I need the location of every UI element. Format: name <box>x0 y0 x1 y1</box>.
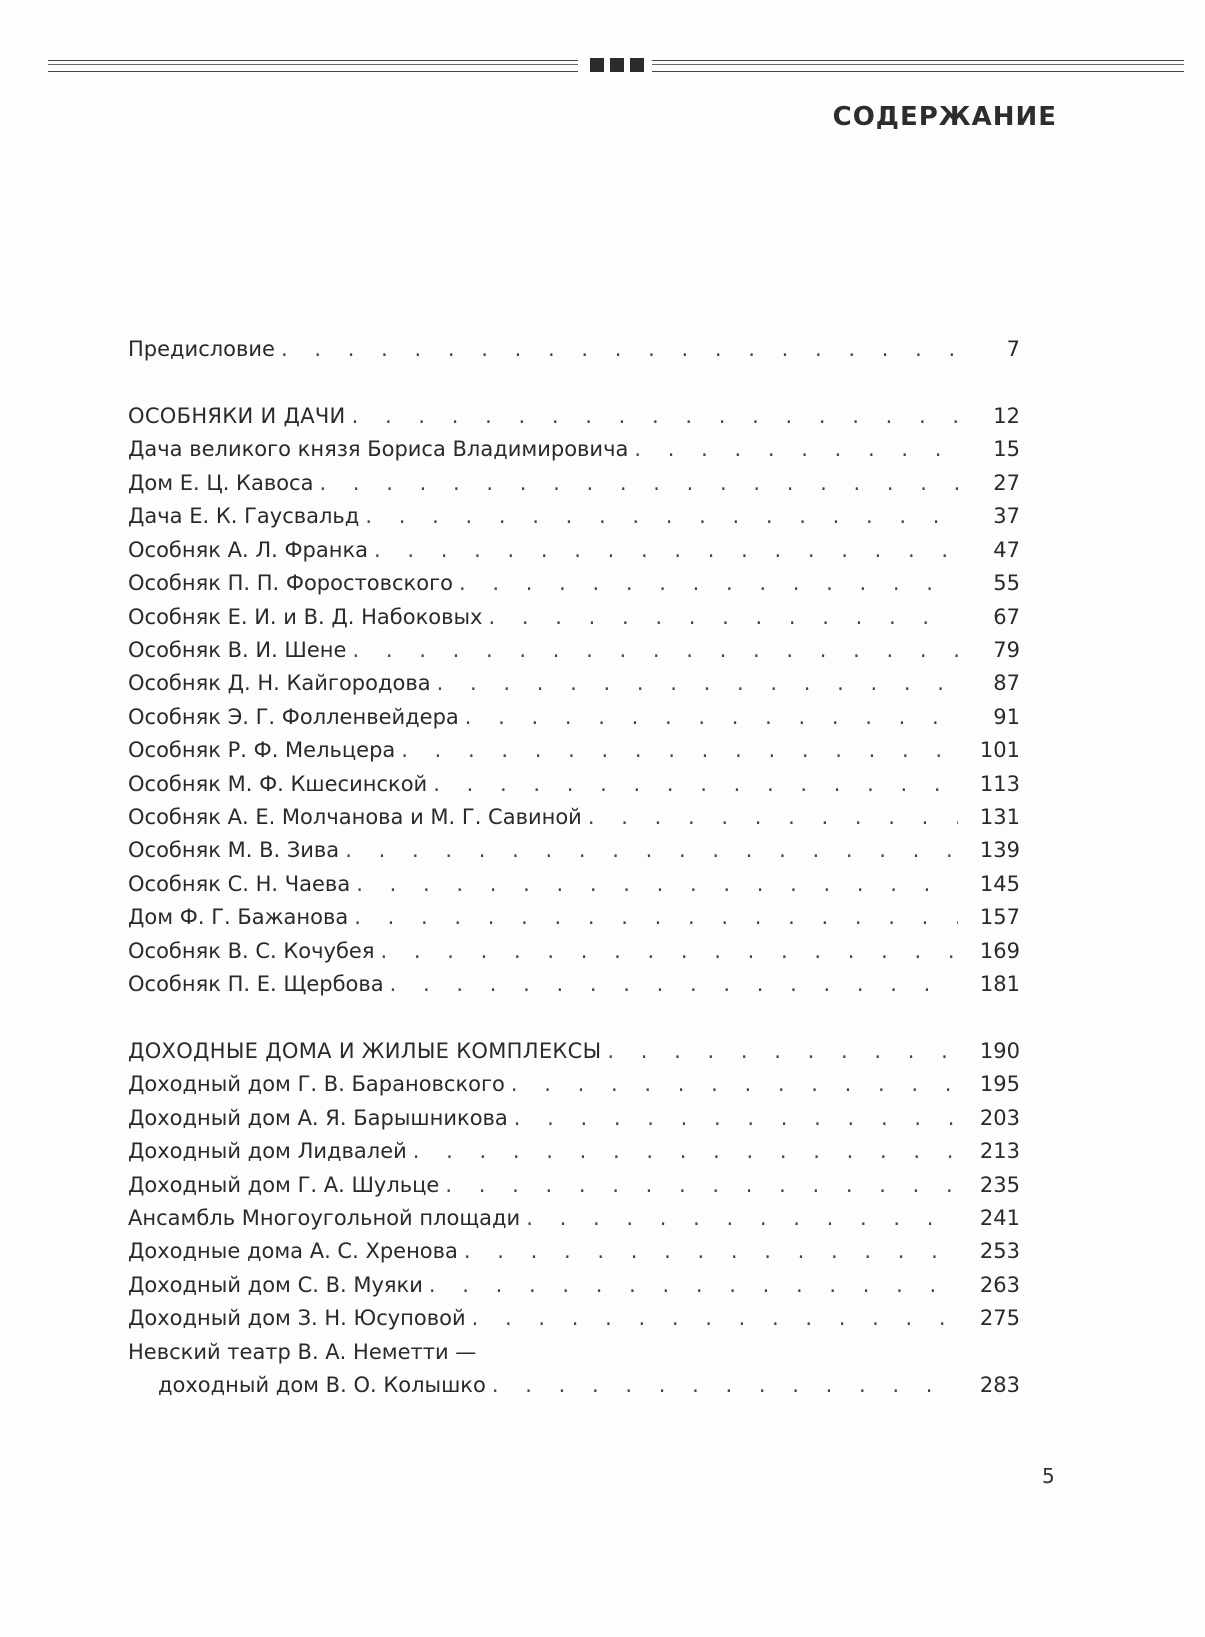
toc-entry-page: 181 <box>979 972 1020 996</box>
toc-entry <box>128 1234 1020 1268</box>
toc-entry-page: 15 <box>993 437 1020 461</box>
toc-entry-label: Ансамбль Многоугольной площади <box>128 1206 521 1230</box>
dot-leader <box>511 1067 958 1101</box>
toc-entry-label: Доходный дом Лидвалей <box>128 1139 407 1163</box>
header-rule-left <box>48 60 578 72</box>
dot-leader <box>489 600 959 634</box>
toc-entry-page: 145 <box>979 872 1020 896</box>
toc-entry-page: 37 <box>993 504 1020 528</box>
toc-entry-page: 253 <box>979 1239 1020 1263</box>
header-rule-right <box>652 60 1184 72</box>
toc-entry <box>128 1268 1020 1302</box>
toc-entry <box>128 967 1020 1001</box>
toc-entry-label: Особняк Р. Ф. Мельцера <box>128 738 396 762</box>
toc-entry-line1: Невский театр В. А. Неметти — <box>128 1340 477 1364</box>
toc-entry <box>128 1368 1020 1402</box>
toc-entry-page: 241 <box>979 1206 1020 1230</box>
toc-entry <box>128 566 1020 600</box>
page-title: СОДЕРЖАНИЕ <box>832 102 1057 132</box>
dot-leader <box>437 666 958 700</box>
toc-entry-label: Дом Ф. Г. Бажанова <box>128 905 349 929</box>
dot-leader <box>354 900 958 934</box>
toc-entry <box>128 533 1020 567</box>
toc-entry-page: 203 <box>979 1106 1020 1130</box>
toc-entry-label: Предисловие <box>128 337 275 361</box>
toc-entry-label: Доходные дома А. С. Хренова <box>128 1239 458 1263</box>
dot-leader <box>459 566 958 600</box>
dot-leader <box>352 399 958 433</box>
square-icon <box>630 58 644 72</box>
toc-entry-label: Доходный дом А. Я. Барышникова <box>128 1106 508 1130</box>
toc-entry-page: 79 <box>993 638 1020 662</box>
toc-entry <box>128 466 1020 500</box>
dot-leader <box>319 466 958 500</box>
toc-entry <box>128 499 1020 533</box>
toc-section-label: ДОХОДНЫЕ ДОМА И ЖИЛЫЕ КОМПЛЕКСЫ <box>128 1039 602 1063</box>
toc-entry-label: Особняк В. С. Кочубея <box>128 939 375 963</box>
toc-entry-page: 27 <box>993 471 1020 495</box>
page-number: 5 <box>1042 1464 1055 1488</box>
dot-leader <box>492 1368 958 1402</box>
toc-entry-label: Особняк М. В. Зива <box>128 838 340 862</box>
toc-entry <box>128 1134 1020 1168</box>
toc-entry-page: 263 <box>979 1273 1020 1297</box>
toc-entry-page: 235 <box>979 1173 1020 1197</box>
toc-entry <box>128 1101 1020 1135</box>
toc-entry-page: 101 <box>979 738 1020 762</box>
toc-entry-page: 55 <box>993 571 1020 595</box>
square-icon <box>610 58 624 72</box>
toc-entry-page: 275 <box>979 1306 1020 1330</box>
toc-entry-label: Особняк С. Н. Чаева <box>128 872 351 896</box>
toc-entry <box>128 1067 1020 1101</box>
dot-leader <box>514 1101 958 1135</box>
toc-entry-page: 157 <box>979 905 1020 929</box>
toc-entry-label: Доходный дом Г. А. Шульце <box>128 1173 440 1197</box>
toc-section-page: 190 <box>979 1039 1020 1063</box>
toc-entry-label: Особняк В. И. Шене <box>128 638 347 662</box>
toc-entry <box>128 1201 1020 1235</box>
dot-leader <box>433 767 958 801</box>
dot-leader <box>365 499 958 533</box>
toc-entry-page: 67 <box>993 605 1020 629</box>
dot-leader <box>588 800 958 834</box>
toc-entry-label: Особняк А. Л. Франка <box>128 538 369 562</box>
toc-entry <box>128 867 1020 901</box>
toc-entry-page: 283 <box>979 1373 1020 1397</box>
dot-leader <box>634 432 958 466</box>
toc-entry <box>128 600 1020 634</box>
dot-leader <box>465 700 958 734</box>
toc-entry-label: Дача великого князя Бориса Владимировича <box>128 437 629 461</box>
dot-leader <box>526 1201 958 1235</box>
toc-entry <box>128 767 1020 801</box>
toc-entry <box>128 800 1020 834</box>
toc-entry-page: 169 <box>979 939 1020 963</box>
toc-entry-intro <box>128 332 1020 366</box>
toc-entry <box>128 934 1020 968</box>
toc-entry <box>128 666 1020 700</box>
toc-entry <box>128 700 1020 734</box>
toc-entry-label: Особняк М. Ф. Кшесинской <box>128 772 428 796</box>
dot-leader <box>374 533 958 567</box>
dot-leader <box>352 633 958 667</box>
toc-entry-label: доходный дом В. О. Колышко <box>158 1373 486 1397</box>
dot-leader <box>472 1301 958 1335</box>
toc-entry-page: 195 <box>979 1072 1020 1096</box>
toc-entry-label: Доходный дом З. Н. Юсуповой <box>128 1306 466 1330</box>
toc-entry-page: 47 <box>993 538 1020 562</box>
toc-entry-label: Особняк П. Е. Щербова <box>128 972 384 996</box>
square-icon <box>590 58 604 72</box>
toc-entry-label: Дом Е. Ц. Кавоса <box>128 471 314 495</box>
toc-entry <box>128 733 1020 767</box>
toc-section-label: ОСОБНЯКИ И ДАЧИ <box>128 404 346 428</box>
toc-entry <box>128 833 1020 867</box>
toc-entry <box>128 432 1020 466</box>
toc-entry-page: 213 <box>979 1139 1020 1163</box>
dot-leader <box>607 1034 958 1068</box>
toc-section-page: 12 <box>993 404 1020 428</box>
toc-entry-label: Особняк А. Е. Молчанова и М. Г. Савиной <box>128 805 582 829</box>
ornament-squares <box>590 58 644 72</box>
dot-leader <box>464 1234 958 1268</box>
toc-entry <box>128 1301 1020 1335</box>
toc-section-heading <box>128 399 1020 433</box>
toc-entry-page: 87 <box>993 671 1020 695</box>
toc-entry-label: Доходный дом С. В. Муяки <box>128 1273 423 1297</box>
toc-entry-page: 91 <box>993 705 1020 729</box>
dot-leader <box>445 1168 958 1202</box>
dot-leader <box>401 733 958 767</box>
toc-entry-page: 139 <box>979 838 1020 862</box>
dot-leader <box>429 1268 958 1302</box>
dot-leader <box>356 867 958 901</box>
toc-entry-page: 131 <box>979 805 1020 829</box>
toc-entry-label: Особняк Е. И. и В. Д. Набоковых <box>128 605 483 629</box>
toc-entry-label: Доходный дом Г. В. Барановского <box>128 1072 505 1096</box>
toc-entry <box>128 900 1020 934</box>
toc-entry-label: Особняк Д. Н. Кайгородова <box>128 671 431 695</box>
toc-entry <box>128 633 1020 667</box>
dot-leader <box>281 332 958 366</box>
dot-leader <box>380 934 958 968</box>
dot-leader <box>390 967 958 1001</box>
toc-entry-page: 113 <box>979 772 1020 796</box>
dot-leader <box>345 833 958 867</box>
toc-entry-label: Особняк Э. Г. Фолленвейдера <box>128 705 459 729</box>
toc-section-heading <box>128 1034 1020 1068</box>
dot-leader <box>413 1134 958 1168</box>
toc-entry <box>128 1168 1020 1202</box>
header-ornament <box>48 58 1184 72</box>
toc-entry-label: Дача Е. К. Гаусвальд <box>128 504 360 528</box>
toc-entry-page: 7 <box>1006 337 1020 361</box>
toc-entry-label: Особняк П. П. Форостовского <box>128 571 453 595</box>
